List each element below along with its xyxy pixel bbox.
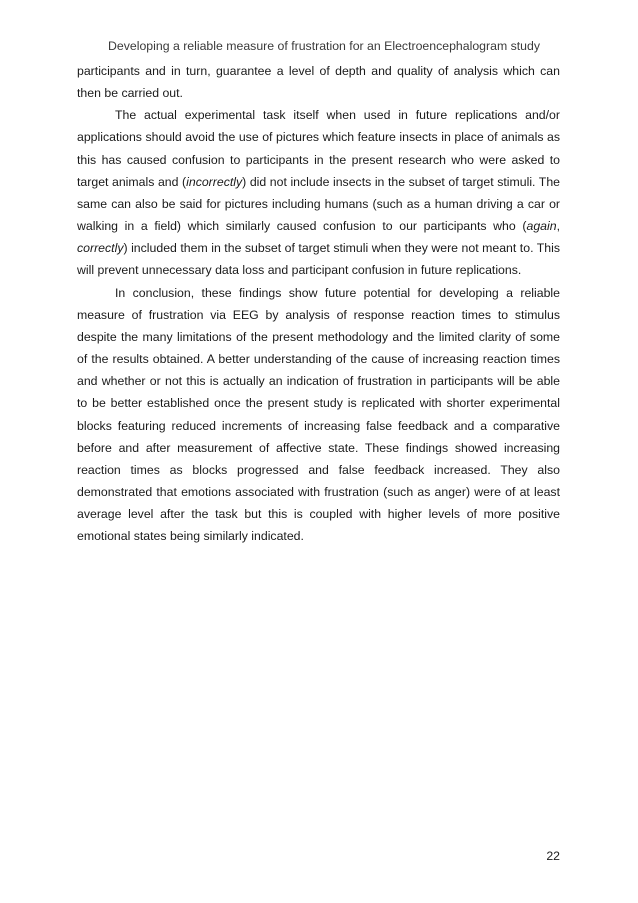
text-run: The actual experimental task itself when used in future replications and/or applications should avoid the use of pictures which feature insects in place of animals as this has caused confusion to participants in the present research who were asked to target animals and ( xyxy=(77,108,560,189)
paragraph-stimuli-recommendation xyxy=(77,104,560,281)
running-header: Developing a reliable measure of frustration for an Electroencephalogram study xyxy=(108,39,540,53)
emphasis-text: again xyxy=(526,219,557,234)
text-run: , xyxy=(556,219,560,234)
body-text xyxy=(77,60,560,547)
page-number: 22 xyxy=(546,849,560,863)
text-run: In conclusion, these findings show future potential for developing a reliable measure of frustration via EEG by analysis of response reaction times to stimulus despite the many limitations of the present methodology and the limited clarity of some of the results obtained. A better understanding of the cause of increasing reaction times and whether or not this is actually an indication of frustration in participants will be able to be better established once the present study is replicated with shorter experimental blocks featuring reduced increments of increasing false feedback and a comparative before and after measurement of affective state. These findings showed increasing reaction times as blocks progressed and false feedback increased. They also demonstrated that emotions associated with frustration (such as anger) were of at least average level after the task but this is coupled with higher levels of more positive emotional states being similarly indicated. xyxy=(77,285,560,544)
text-run: ) did not include insects in the subset of target stimuli. The same can also be said for pictures including humans (such as a human driving a car or walking in a field) which similarly caused confusion to our participants who ( xyxy=(77,174,560,234)
paragraph-conclusion xyxy=(77,282,560,548)
emphasis-text: incorrectly xyxy=(186,174,243,189)
text-run: ) included them in the subset of target stimuli when they were not meant to. This will prevent unnecessary data loss and participant confusion in future replications. xyxy=(77,241,560,278)
paragraph-continuation xyxy=(77,60,560,104)
text-run: participants and in turn, guarantee a level of depth and quality of analysis which can then be carried out. xyxy=(77,64,560,101)
emphasis-text: correctly xyxy=(77,241,124,256)
